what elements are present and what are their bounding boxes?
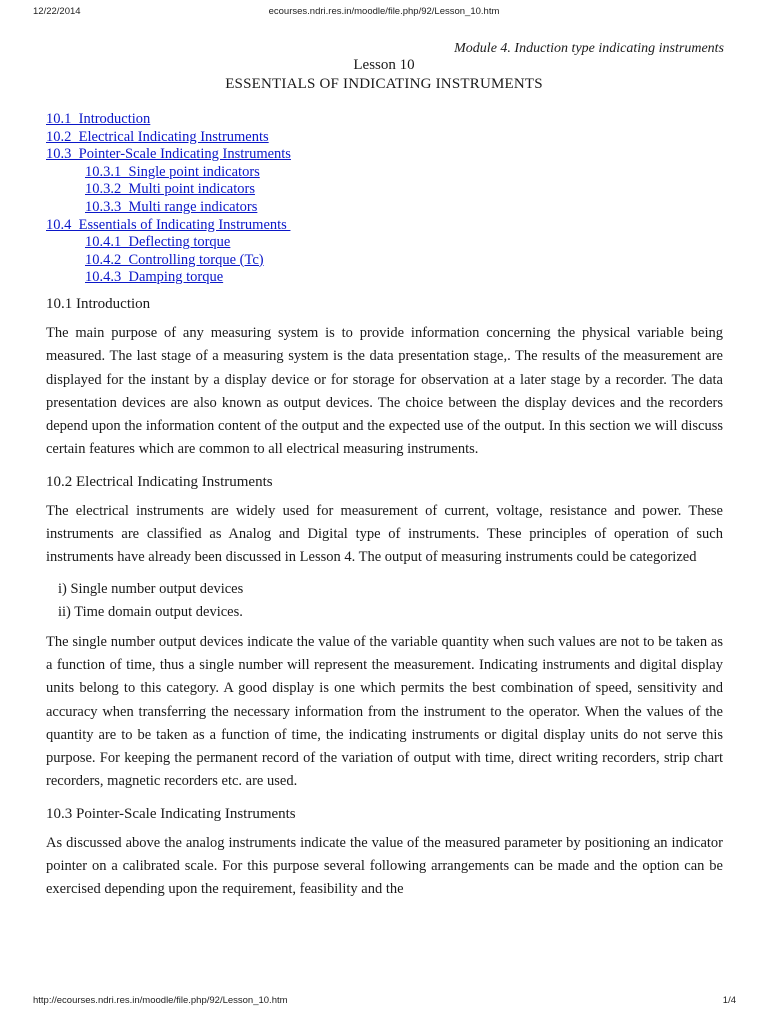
toc-link-10-4-2[interactable]: 10.4.2 Controlling torque (Tc)	[85, 251, 264, 268]
print-footer	[0, 995, 768, 1009]
list-item: i) Single number output devices	[58, 580, 244, 597]
toc-link-10-2[interactable]: 10.2 Electrical Indicating Instruments	[46, 128, 269, 145]
toc-link-10-4-1[interactable]: 10.4.1 Deflecting torque	[85, 234, 231, 251]
section-electrical-indicating-instruments	[46, 470, 723, 794]
print-header	[0, 6, 768, 20]
print-url: ecourses.ndri.res.in/moodle/file.php/92/Lesson_10.htm	[268, 6, 500, 17]
paragraph: The electrical instruments are widely used for measurement of current, voltage, resistance and power. These instruments are classified as Analog and Digital type of instruments. These principles of operation of such instruments have already been discussed in Lesson 4. The output of measuring instruments could be categorized	[46, 502, 723, 566]
section-introduction	[46, 292, 723, 462]
page-number: 1/4	[722, 995, 736, 1006]
output-device-list	[46, 578, 723, 625]
section-heading: 10.3 Pointer-Scale Indicating Instruments	[46, 805, 296, 822]
paragraph: The main purpose of any measuring system is to provide information concerning the physical variable being measured. The last stage of a measuring system is the data presentation stage,. The results of the measurement are displayed for the instant by a display device or for storage for observation at a later stage by a recorder. The data presentation devices are also known as output devices. The choice between the display devices and the recorders depend upon the information content of the output and the expected use of the output. In this section we will discuss certain features which are common to all electrical measuring instruments.	[46, 325, 723, 458]
toc-link-10-4[interactable]: 10.4 Essentials of Indicating Instruments	[46, 216, 291, 233]
toc-link-10-1[interactable]: 10.1 Introduction	[46, 111, 151, 127]
toc-link-10-3-1[interactable]: 10.3.1 Single point indicators	[85, 163, 260, 180]
paragraph: The single number output devices indicate the value of the variable quantity when such values are not to be taken as a function of time, thus a single number will represent the measurement. Indicating instruments and digital display units belong to this category. A good display is one which permits the best combination of speed, sensitivity and accuracy when transferring the necessary information from the instrument to the operator. When the values of the quantity are to be taken as a function of time, the indicating instruments or digital display units do not serve this purpose. For keeping the permanent record of the variation of output with time, direct writing recorders, strip chart recorders, magnetic recorders etc. are used.	[46, 633, 723, 790]
lesson-number: Lesson 10	[353, 57, 415, 73]
toc-link-10-4-3[interactable]: 10.4.3 Damping torque	[85, 269, 224, 286]
footer-url: http://ecourses.ndri.res.in/moodle/file.php/92/Lesson_10.htm	[33, 995, 288, 1006]
lesson-content	[46, 292, 723, 910]
list-item: ii) Time domain output devices.	[58, 604, 243, 621]
section-pointer-scale-instruments	[46, 802, 723, 902]
module-title: Module 4. Induction type indicating instruments	[454, 41, 724, 56]
section-heading: 10.1 Introduction	[46, 296, 151, 312]
section-heading: 10.2 Electrical Indicating Instruments	[46, 473, 273, 490]
toc-link-10-3-2[interactable]: 10.3.2 Multi point indicators	[85, 181, 255, 198]
table-of-contents	[46, 111, 291, 287]
toc-link-10-3[interactable]: 10.3 Pointer-Scale Indicating Instruments	[46, 146, 291, 163]
print-date: 12/22/2014	[33, 6, 81, 17]
paragraph: As discussed above the analog instruments indicate the value of the measured parameter by positioning an indicator pointer on a calibrated scale. For this purpose several following arrangements can be made and the option can be exercised depending upon the requirement, feasibility and the	[46, 834, 723, 898]
page-title: ESSENTIALS OF INDICATING INSTRUMENTS	[225, 76, 543, 92]
toc-link-10-3-3[interactable]: 10.3.3 Multi range indicators	[85, 198, 258, 215]
